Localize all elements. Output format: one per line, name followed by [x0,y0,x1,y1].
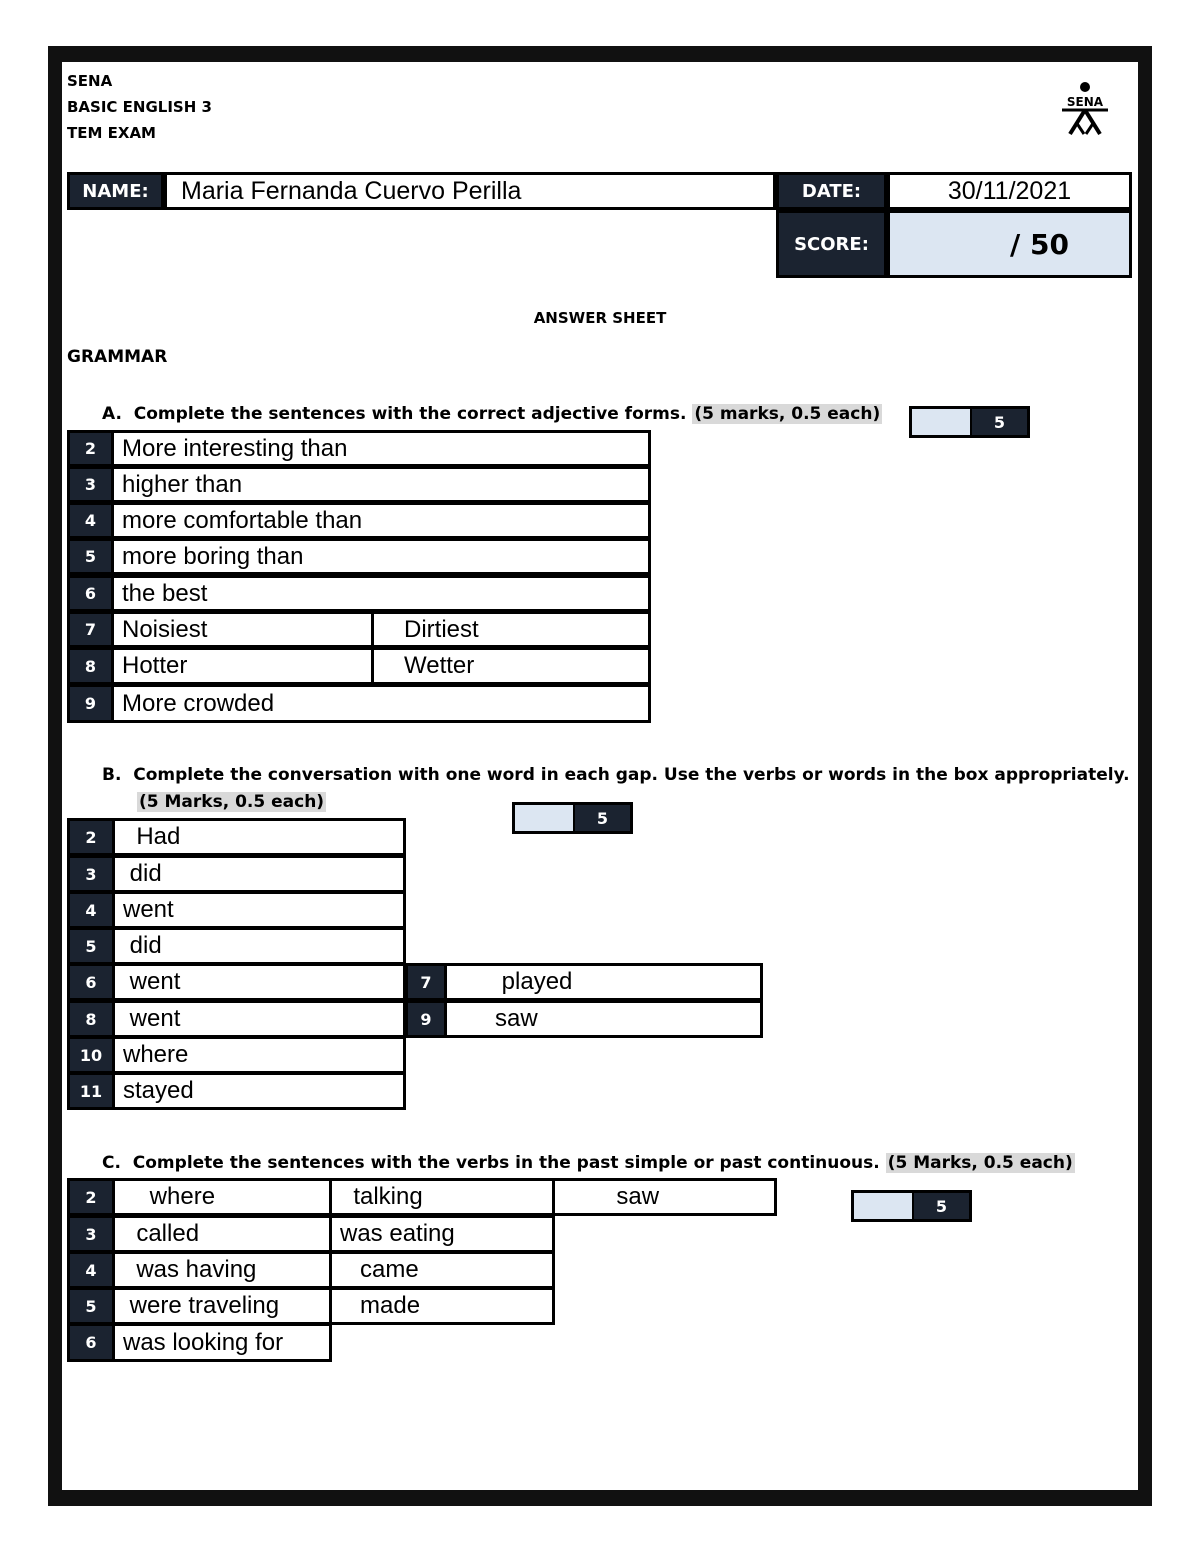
answer-field[interactable]: was having [112,1251,332,1289]
section-c-instruction [102,1153,1075,1173]
name-field[interactable]: Maria Fernanda Cuervo Perilla [164,172,776,210]
section-c-text: Complete the sentences with the verbs in the past simple or past continuous. [132,1153,880,1173]
date-label: DATE: [776,172,887,210]
question-number: 6 [67,963,115,1001]
answer-field[interactable]: stayed [112,1072,406,1110]
section-a-score: 5 [972,409,1027,435]
answer-field[interactable]: called [112,1215,332,1253]
answer-field[interactable]: Dirtiest [371,611,651,648]
header-course: BASIC ENGLISH 3 [67,98,212,116]
question-number: 6 [67,575,114,612]
question-number: 4 [67,891,115,929]
score-label: SCORE: [776,210,887,278]
question-number: 11 [67,1072,115,1110]
answer-field[interactable]: was looking for [112,1323,332,1362]
answer-field[interactable]: Noisiest [111,611,374,648]
question-number: 3 [67,1215,115,1253]
section-b-score-box [512,802,633,834]
section-a-marks: (5 marks, 0.5 each) [694,404,881,424]
question-number: 2 [67,430,114,467]
answer-field[interactable]: was eating [329,1215,555,1253]
question-number: 4 [67,1251,115,1289]
section-a-instruction [102,404,882,424]
section-a-score-box [909,406,1030,438]
question-number: 10 [67,1036,115,1074]
question-number: 9 [405,1000,447,1038]
question-number: 5 [67,927,115,965]
sena-logo [1050,78,1120,140]
question-number: 3 [67,466,114,503]
section-a-score-input [912,409,972,435]
answer-field[interactable]: More interesting than [111,430,651,467]
answer-field[interactable]: saw [552,1178,777,1216]
header-institution: SENA [67,72,113,90]
date-field[interactable]: 30/11/2021 [887,172,1132,210]
answer-field[interactable]: went [112,963,406,1001]
question-number: 2 [67,1178,115,1216]
question-number: 3 [67,855,115,893]
section-b-letter: B. [102,765,122,785]
section-b-marks: (5 Marks, 0.5 each) [139,792,325,812]
answer-field[interactable]: Wetter [371,647,651,685]
section-b-instruction [102,765,1130,785]
section-b-text: Complete the conversation with one word in each gap. Use the verbs or words in the box appropriately. [133,765,1130,785]
answer-field[interactable]: where [112,1178,332,1216]
question-number: 8 [67,647,114,685]
answer-field[interactable]: More crowded [111,684,651,723]
header-exam: TEM EXAM [67,124,156,142]
answer-field[interactable]: played [444,963,763,1001]
question-number: 9 [67,684,114,723]
question-number: 5 [67,538,114,575]
answer-field[interactable]: did [112,927,406,965]
section-c-score: 5 [914,1193,969,1219]
section-a-text: Complete the sentences with the correct adjective forms. [133,404,687,424]
question-number: 2 [67,818,115,856]
answer-field[interactable]: went [112,1000,406,1038]
question-number: 7 [67,611,114,648]
answer-field[interactable]: where [112,1036,406,1074]
section-a-letter: A. [102,404,122,424]
answer-field[interactable]: talking [329,1178,555,1216]
logo-text: SENA [1066,95,1104,109]
section-c-score-input [854,1193,914,1219]
name-label: NAME: [67,172,164,210]
answer-field[interactable]: made [329,1287,555,1325]
answer-field[interactable]: higher than [111,466,651,503]
section-c-marks: (5 Marks, 0.5 each) [887,1153,1073,1173]
question-number: 6 [67,1323,115,1362]
section-b-score-input [515,805,575,831]
section-b-score: 5 [575,805,630,831]
answer-field[interactable]: came [329,1251,555,1289]
answer-field[interactable]: more boring than [111,538,651,575]
page-title: ANSWER SHEET [533,309,667,327]
score-field: / 50 [887,210,1132,278]
answer-field[interactable]: more comfortable than [111,502,651,539]
answer-field[interactable]: the best [111,575,651,612]
answer-field[interactable]: Hotter [111,647,374,685]
question-number: 8 [67,1000,115,1038]
section-c-score-box [851,1190,972,1222]
answer-field[interactable]: went [112,891,406,929]
section-b-marks-line [137,792,326,812]
grammar-heading: GRAMMAR [67,347,168,367]
section-c-letter: C. [102,1153,121,1173]
question-number: 5 [67,1287,115,1325]
answer-field[interactable]: saw [444,1000,763,1038]
question-number: 7 [405,963,447,1001]
answer-field[interactable]: did [112,855,406,893]
answer-field[interactable]: Had [112,818,406,856]
answer-field[interactable]: were traveling [112,1287,332,1325]
question-number: 4 [67,502,114,539]
